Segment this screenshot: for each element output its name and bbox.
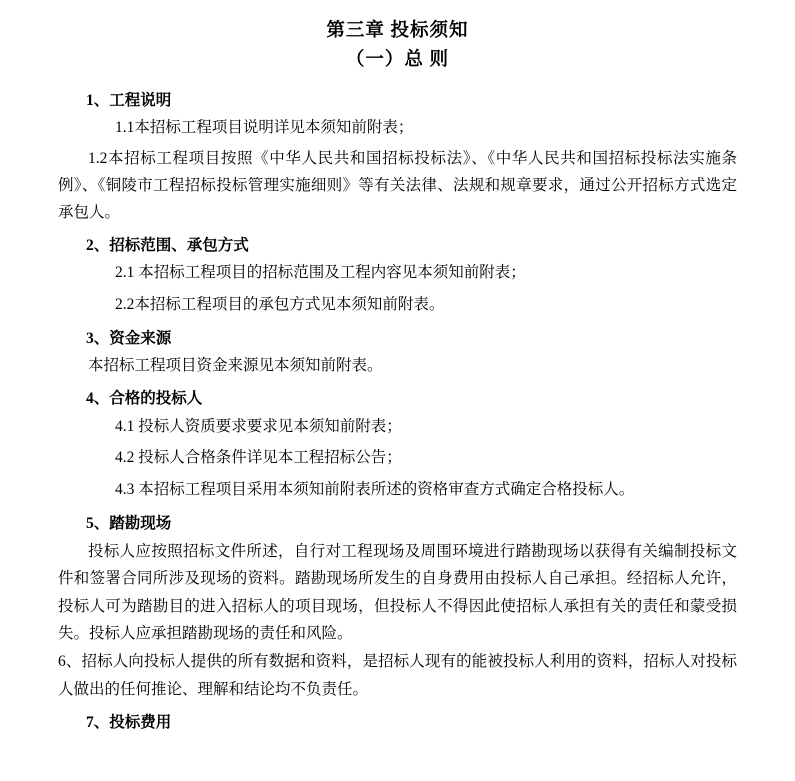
section-1-paragraph-1: 1.1本招标工程项目说明详见本须知前附表； — [115, 118, 414, 136]
title-block — [58, 18, 737, 74]
section-4-paragraph-1: 4.1 投标人资质要求要求见本须知前附表； — [115, 417, 402, 435]
section-heading-2: 2、招标范围、承包方式 — [86, 237, 249, 255]
section-heading-1: 1、工程说明 — [86, 91, 172, 109]
section-heading-5: 5、踏勘现场 — [86, 514, 172, 532]
section-4-paragraph-2: 4.2 投标人合格条件详见本工程招标公告； — [115, 449, 402, 467]
section-heading-7: 7、投标费用 — [86, 714, 172, 732]
section-6-paragraph-1: 6、招标人向投标人提供的所有数据和资料，是招标人现有的能被投标人利用的资料，招标人对投标人做出的任何推论、理解和结论均不负责任。 — [58, 652, 737, 698]
document-body — [58, 88, 737, 736]
section-heading-3: 3、资金来源 — [86, 329, 172, 347]
section-1-paragraph-2: 1.2本招标工程项目按照《中华人民共和国招标投标法》、《中华人民共和国招标投标法实施条例》、《铜陵市工程招标投标管理实施细则》等有关法律、法规和规章要求，通过公开招标方式选定承包人。 — [58, 150, 737, 221]
section-4-paragraph-3: 4.3 本招标工程项目采用本须知前附表所述的资格审查方式确定合格投标人。 — [115, 480, 635, 498]
section-2-paragraph-1: 2.1 本招标工程项目的招标范围及工程内容见本须知前附表； — [115, 264, 526, 282]
section-5-paragraph-1: 投标人应按照招标文件所述，自行对工程现场及周围环境进行踏勘现场以获得有关编制投标文件和签署合同所涉及现场的资料。踏勘现场所发生的自身费用由投标人自己承担。经招标人允许，投标人可为踏勘目的进入招标人的项目现场，但投标人不得因此使招标人承担有关的责任和蒙受损失。投标人应承担踏勘现场的责任和风险。 — [58, 542, 737, 643]
page-subtitle: （一）总 则 — [345, 49, 450, 70]
section-2-paragraph-2: 2.2本招标工程项目的承包方式见本须知前附表。 — [115, 296, 445, 314]
section-heading-4: 4、合格的投标人 — [86, 390, 203, 408]
section-3-paragraph-1: 本招标工程项目资金来源见本须知前附表。 — [88, 356, 383, 374]
page-title: 第三章 投标须知 — [326, 21, 469, 41]
